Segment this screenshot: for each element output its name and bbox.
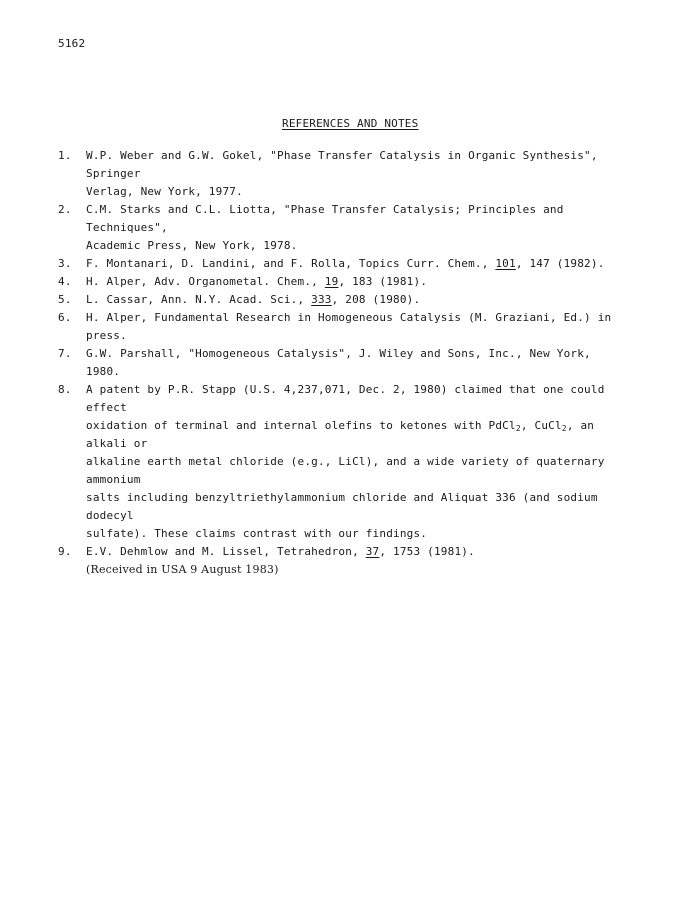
reference-item [58, 201, 628, 255]
reference-text [86, 381, 628, 543]
reference-text [86, 309, 628, 345]
reference-item [58, 381, 628, 543]
reference-line-text: oxidation of terminal and internal olefins to ketones with PdCl [86, 419, 516, 432]
reference-number: 8. [58, 383, 72, 396]
reference-pages-year: , 183 (1981). [338, 275, 428, 288]
reference-text [86, 201, 628, 255]
reference-pages-year: , 1753 (1981). [379, 545, 475, 558]
reference-line: C.M. Starks and C.L. Liotta, "Phase Transfer Catalysis; Principles and Techniques", [86, 203, 564, 234]
reference-item [58, 309, 628, 345]
reference-number: 9. [58, 545, 72, 558]
reference-number: 6. [58, 311, 72, 324]
reference-line: W.P. Weber and G.W. Gokel, "Phase Transfer Catalysis in Organic Synthesis", Springer [86, 149, 598, 180]
reference-citation: L. Cassar, Ann. N.Y. Acad. Sci., [86, 293, 312, 306]
reference-item [58, 147, 628, 201]
reference-number: 4. [58, 275, 72, 288]
reference-text [86, 543, 628, 561]
reference-line-text: , CuCl [520, 419, 562, 432]
reference-item [58, 345, 628, 381]
reference-citation: E.V. Dehmlow and M. Lissel, Tetrahedron, [86, 545, 366, 558]
reference-line: alkaline earth metal chloride (e.g., LiCl), and a wide variety of quaternary ammonium [86, 455, 605, 486]
reference-line: G.W. Parshall, "Homogeneous Catalysis", J. Wiley and Sons, Inc., New York, 1980. [86, 347, 591, 378]
section-heading: REFERENCES AND NOTES [282, 117, 419, 130]
reference-line-text: , an alkali or [86, 419, 595, 450]
reference-citation: F. Montanari, D. Landini, and F. Rolla, Topics Curr. Chem., [86, 257, 496, 270]
reference-line: sulfate). These claims contrast with our findings. [86, 527, 428, 540]
page-number: 5162 [58, 37, 86, 50]
reference-text [86, 255, 628, 273]
reference-text [86, 291, 628, 309]
reference-text [86, 273, 628, 291]
subscript: 2 [561, 424, 567, 433]
reference-line [86, 417, 628, 453]
volume-number: 333 [311, 293, 332, 306]
reference-pages-year: , 147 (1982). [515, 257, 605, 270]
subscript: 2 [515, 424, 521, 433]
reference-number: 1. [58, 149, 72, 162]
reference-line: H. Alper, Fundamental Research in Homogeneous Catalysis (M. Graziani, Ed.) in press. [86, 311, 612, 342]
reference-item [58, 543, 628, 561]
reference-list [58, 147, 628, 579]
reference-line: Verlag, New York, 1977. [86, 185, 243, 198]
volume-number: 101 [495, 257, 516, 270]
received-date-note: (Received in USA 9 August 1983) [86, 563, 279, 576]
reference-citation: H. Alper, Adv. Organometal. Chem., [86, 275, 325, 288]
reference-number: 2. [58, 203, 72, 216]
volume-number: 19 [324, 275, 339, 288]
reference-text [86, 345, 628, 381]
reference-item [58, 291, 628, 309]
reference-line: A patent by P.R. Stapp (U.S. 4,237,071, Dec. 2, 1980) claimed that one could effect [86, 383, 605, 414]
reference-number: 5. [58, 293, 72, 306]
reference-line: Academic Press, New York, 1978. [86, 239, 298, 252]
reference-pages-year: , 208 (1980). [331, 293, 421, 306]
reference-number: 3. [58, 257, 72, 270]
reference-item [58, 255, 628, 273]
reference-number: 7. [58, 347, 72, 360]
reference-line: salts including benzyltriethylammonium chloride and Aliquat 336 (and sodium dodecyl [86, 491, 598, 522]
reference-text [86, 147, 628, 201]
reference-item [58, 273, 628, 291]
volume-number: 37 [365, 545, 380, 558]
